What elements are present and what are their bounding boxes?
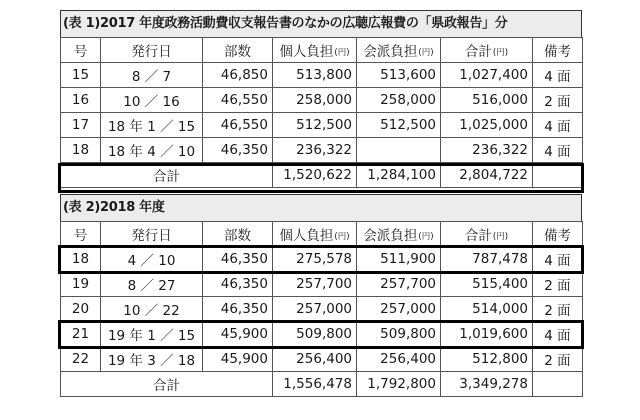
cell-number: 20: [61, 297, 101, 322]
cell-number: 22: [61, 347, 101, 372]
total-notes: [533, 163, 583, 188]
cell-number: 21: [61, 322, 101, 347]
cell-personal: 258,000: [273, 88, 357, 113]
cell-notes: 4 面: [533, 322, 583, 347]
cell-faction: 256,400: [357, 347, 441, 372]
cell-date: 10 ／ 16: [101, 88, 203, 113]
cell-copies: 46,850: [203, 63, 273, 88]
total-sum: 2,804,722: [441, 163, 533, 188]
cell-number: 18: [61, 138, 101, 163]
cell-number: 15: [61, 63, 101, 88]
cell-copies: 45,900: [203, 347, 273, 372]
cell-date: 18 年 4 ／ 10: [101, 138, 203, 163]
table-2: [60, 194, 582, 397]
cell-date: 4 ／ 10: [101, 247, 203, 272]
cell-copies: 46,550: [203, 88, 273, 113]
cell-notes: 4 面: [533, 247, 583, 272]
total-faction: 1,792,800: [357, 372, 441, 397]
cell-copies: 45,900: [203, 322, 273, 347]
cell-date: 19 年 1 ／ 15: [101, 322, 203, 347]
cell-number: 19: [61, 272, 101, 297]
cell-date: 10 ／ 22: [101, 297, 203, 322]
total-label: 合計: [61, 163, 273, 188]
cell-total: 1,027,400: [441, 63, 533, 88]
table-caption: (表 1)2017 年度政務活動費収支報告書のなかの広聴広報費の「県政報告」分: [60, 10, 582, 37]
header-row: [61, 222, 583, 247]
cell-personal: 512,500: [273, 113, 357, 138]
data-table: [60, 37, 583, 188]
total-personal: 1,556,478: [273, 372, 357, 397]
total-sum: 3,349,278: [441, 372, 533, 397]
total-personal: 1,520,622: [273, 163, 357, 188]
col-header-notes: 備考: [533, 38, 583, 63]
table-1: [60, 10, 582, 188]
cell-faction: 258,000: [357, 88, 441, 113]
table-row: [61, 63, 583, 88]
table-row: [61, 272, 583, 297]
table-row-highlighted: [61, 247, 583, 272]
cell-faction: 513,600: [357, 63, 441, 88]
cell-faction: 511,900: [357, 247, 441, 272]
cell-notes: 4 面: [533, 63, 583, 88]
col-header-notes: 備考: [533, 222, 583, 247]
cell-personal: 257,700: [273, 272, 357, 297]
col-header-number: 号: [61, 38, 101, 63]
cell-number: 18: [61, 247, 101, 272]
cell-notes: 2 面: [533, 88, 583, 113]
cell-date: 8 ／ 27: [101, 272, 203, 297]
table-row: [61, 88, 583, 113]
total-row: [61, 372, 583, 397]
cell-personal: 509,800: [273, 322, 357, 347]
total-notes: [533, 372, 583, 397]
col-header-copies: 部数: [203, 38, 273, 63]
cell-personal: 275,578: [273, 247, 357, 272]
cell-copies: 46,350: [203, 297, 273, 322]
cell-total: 514,000: [441, 297, 533, 322]
cell-total: 516,000: [441, 88, 533, 113]
cell-date: 19 年 3 ／ 18: [101, 347, 203, 372]
cell-notes: 2 面: [533, 297, 583, 322]
cell-notes: 4 面: [533, 113, 583, 138]
cell-total: 512,800: [441, 347, 533, 372]
col-header-number: 号: [61, 222, 101, 247]
table-row-highlighted: [61, 322, 583, 347]
header-row: [61, 38, 583, 63]
cell-faction: 512,500: [357, 113, 441, 138]
total-faction: 1,284,100: [357, 163, 441, 188]
cell-faction: 257,700: [357, 272, 441, 297]
cell-total: 787,478: [441, 247, 533, 272]
table-row-highlighted: [61, 138, 583, 163]
cell-total: 1,025,000: [441, 113, 533, 138]
cell-personal: 257,000: [273, 297, 357, 322]
cell-copies: 46,350: [203, 247, 273, 272]
total-row: [61, 163, 583, 188]
cell-notes: 4 面: [533, 138, 583, 163]
col-header-total: 合計(円): [441, 222, 533, 247]
col-header-personal: 個人負担(円): [273, 222, 357, 247]
col-header-date: 発行日: [101, 38, 203, 63]
cell-total: 1,019,600: [441, 322, 533, 347]
table-row: [61, 113, 583, 138]
col-header-copies: 部数: [203, 222, 273, 247]
table-row: [61, 297, 583, 322]
col-header-faction: 会派負担(円): [357, 38, 441, 63]
cell-faction: 509,800: [357, 322, 441, 347]
col-header-personal: 個人負担(円): [273, 38, 357, 63]
col-header-faction: 会派負担(円): [357, 222, 441, 247]
document: [60, 10, 582, 403]
cell-number: 17: [61, 113, 101, 138]
cell-copies: 46,350: [203, 138, 273, 163]
cell-total: 236,322: [441, 138, 533, 163]
cell-copies: 46,550: [203, 113, 273, 138]
col-header-total: 合計(円): [441, 38, 533, 63]
cell-personal: 236,322: [273, 138, 357, 163]
total-label: 合計: [61, 372, 273, 397]
data-table: [60, 221, 583, 397]
cell-copies: 46,350: [203, 272, 273, 297]
cell-notes: 2 面: [533, 347, 583, 372]
cell-date: 8 ／ 7: [101, 63, 203, 88]
cell-personal: 256,400: [273, 347, 357, 372]
cell-notes: 2 面: [533, 272, 583, 297]
cell-personal: 513,800: [273, 63, 357, 88]
table-caption: (表 2)2018 年度: [60, 194, 582, 221]
cell-total: 515,400: [441, 272, 533, 297]
cell-faction: [357, 138, 441, 163]
col-header-date: 発行日: [101, 222, 203, 247]
cell-date: 18 年 1 ／ 15: [101, 113, 203, 138]
cell-faction: 257,000: [357, 297, 441, 322]
cell-number: 16: [61, 88, 101, 113]
table-row: [61, 347, 583, 372]
